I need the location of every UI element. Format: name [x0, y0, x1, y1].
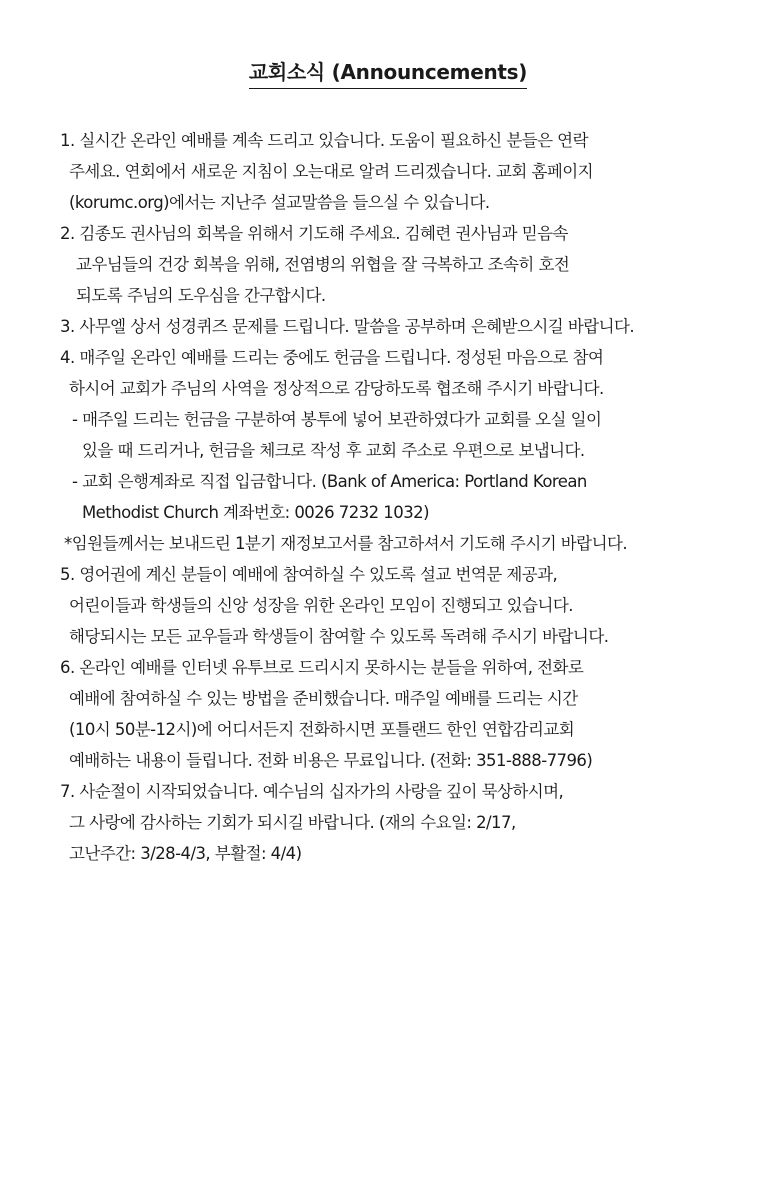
announcement-6-line-1: 6. 온라인 예배를 인터넷 유투브로 드리시지 못하시는 분들을 위하여, 전화로 — [60, 658, 584, 677]
title-container — [0, 58, 776, 89]
announcement-7-line-1: 7. 사순절이 시작되었습니다. 예수님의 십자가의 사랑을 깊이 묵상하시며, — [60, 782, 564, 801]
announcement-5-line-3: 해당되시는 모든 교우들과 학생들이 참여할 수 있도록 독려해 주시기 바랍니다. — [69, 627, 609, 646]
page-title: 교회소식 (Announcements) — [249, 58, 527, 89]
announcement-4-bullet-2: - 교회 은행계좌로 직접 입금합니다. (Bank of America: Portland Korean — [72, 472, 587, 491]
announcement-item-6 — [60, 652, 760, 776]
announcement-item-2 — [60, 218, 760, 311]
announcement-item-1 — [60, 125, 760, 218]
announcement-6-line-4: 예배하는 내용이 들립니다. 전화 비용은 무료입니다. (전화: 351-888-7796) — [69, 751, 593, 770]
announcement-4-bullet-1-cont: 있을 때 드리거나, 헌금을 체크로 작성 후 교회 주소로 우편으로 보냅니다. — [82, 441, 585, 460]
announcement-5-line-2: 어린이들과 학생들의 신앙 성장을 위한 온라인 모임이 진행되고 있습니다. — [69, 596, 573, 615]
announcement-4-bullet-2-cont: Methodist Church 계좌번호: 0026 7232 1032) — [82, 503, 429, 522]
announcement-7-line-2: 그 사랑에 감사하는 기회가 되시길 바랍니다. (재의 수요일: 2/17, — [69, 813, 516, 832]
announcement-7-line-3: 고난주간: 3/28-4/3, 부활절: 4/4) — [69, 844, 302, 863]
announcement-4-bullet-1: - 매주일 드리는 헌금을 구분하여 봉투에 넣어 보관하였다가 교회를 오실 일이 — [72, 410, 602, 429]
announcement-1-line-1: 1. 실시간 온라인 예배를 계속 드리고 있습니다. 도움이 필요하신 분들은 연락 — [60, 131, 588, 150]
announcement-4-note: *임원들께서는 보내드린 1분기 재정보고서를 참고하셔서 기도해 주시기 바랍니다. — [64, 534, 628, 553]
announcement-4-line-1: 4. 매주일 온라인 예배를 드리는 중에도 헌금을 드립니다. 정성된 마음으로 참여 — [60, 348, 604, 367]
announcement-item-7 — [60, 776, 760, 869]
announcements-list — [60, 125, 760, 869]
announcement-item-4 — [60, 342, 760, 559]
announcement-6-line-3: (10시 50분-12시)에 어디서든지 전화하시면 포틀랜드 한인 연합감리교회 — [69, 720, 575, 739]
announcement-3-line-1: 3. 사무엘 상서 성경퀴즈 문제를 드립니다. 말씀을 공부하며 은혜받으시길 바랍니다. — [60, 317, 635, 336]
announcement-1-line-3: (korumc.org)에서는 지난주 설교말씀을 들으실 수 있습니다. — [69, 193, 490, 212]
announcement-item-3 — [60, 311, 760, 342]
announcement-2-line-3: 되도록 주님의 도우심을 간구합시다. — [76, 286, 326, 305]
announcement-4-line-2: 하시어 교회가 주님의 사역을 정상적으로 감당하도록 협조해 주시기 바랍니다. — [69, 379, 604, 398]
announcement-item-5 — [60, 559, 760, 652]
announcement-6-line-2: 예배에 참여하실 수 있는 방법을 준비했습니다. 매주일 예배를 드리는 시간 — [69, 689, 578, 708]
announcement-5-line-1: 5. 영어권에 계신 분들이 예배에 참여하실 수 있도록 설교 번역문 제공과, — [60, 565, 558, 584]
announcement-2-line-1: 2. 김종도 권사님의 회복을 위해서 기도해 주세요. 김혜련 권사님과 믿음속 — [60, 224, 568, 243]
announcement-1-line-2: 주세요. 연회에서 새로운 지침이 오는대로 알려 드리겠습니다. 교회 홈페이지 — [69, 162, 594, 181]
announcement-2-line-2: 교우님들의 건강 회복을 위해, 전염병의 위협을 잘 극복하고 조속히 호전 — [76, 255, 570, 274]
